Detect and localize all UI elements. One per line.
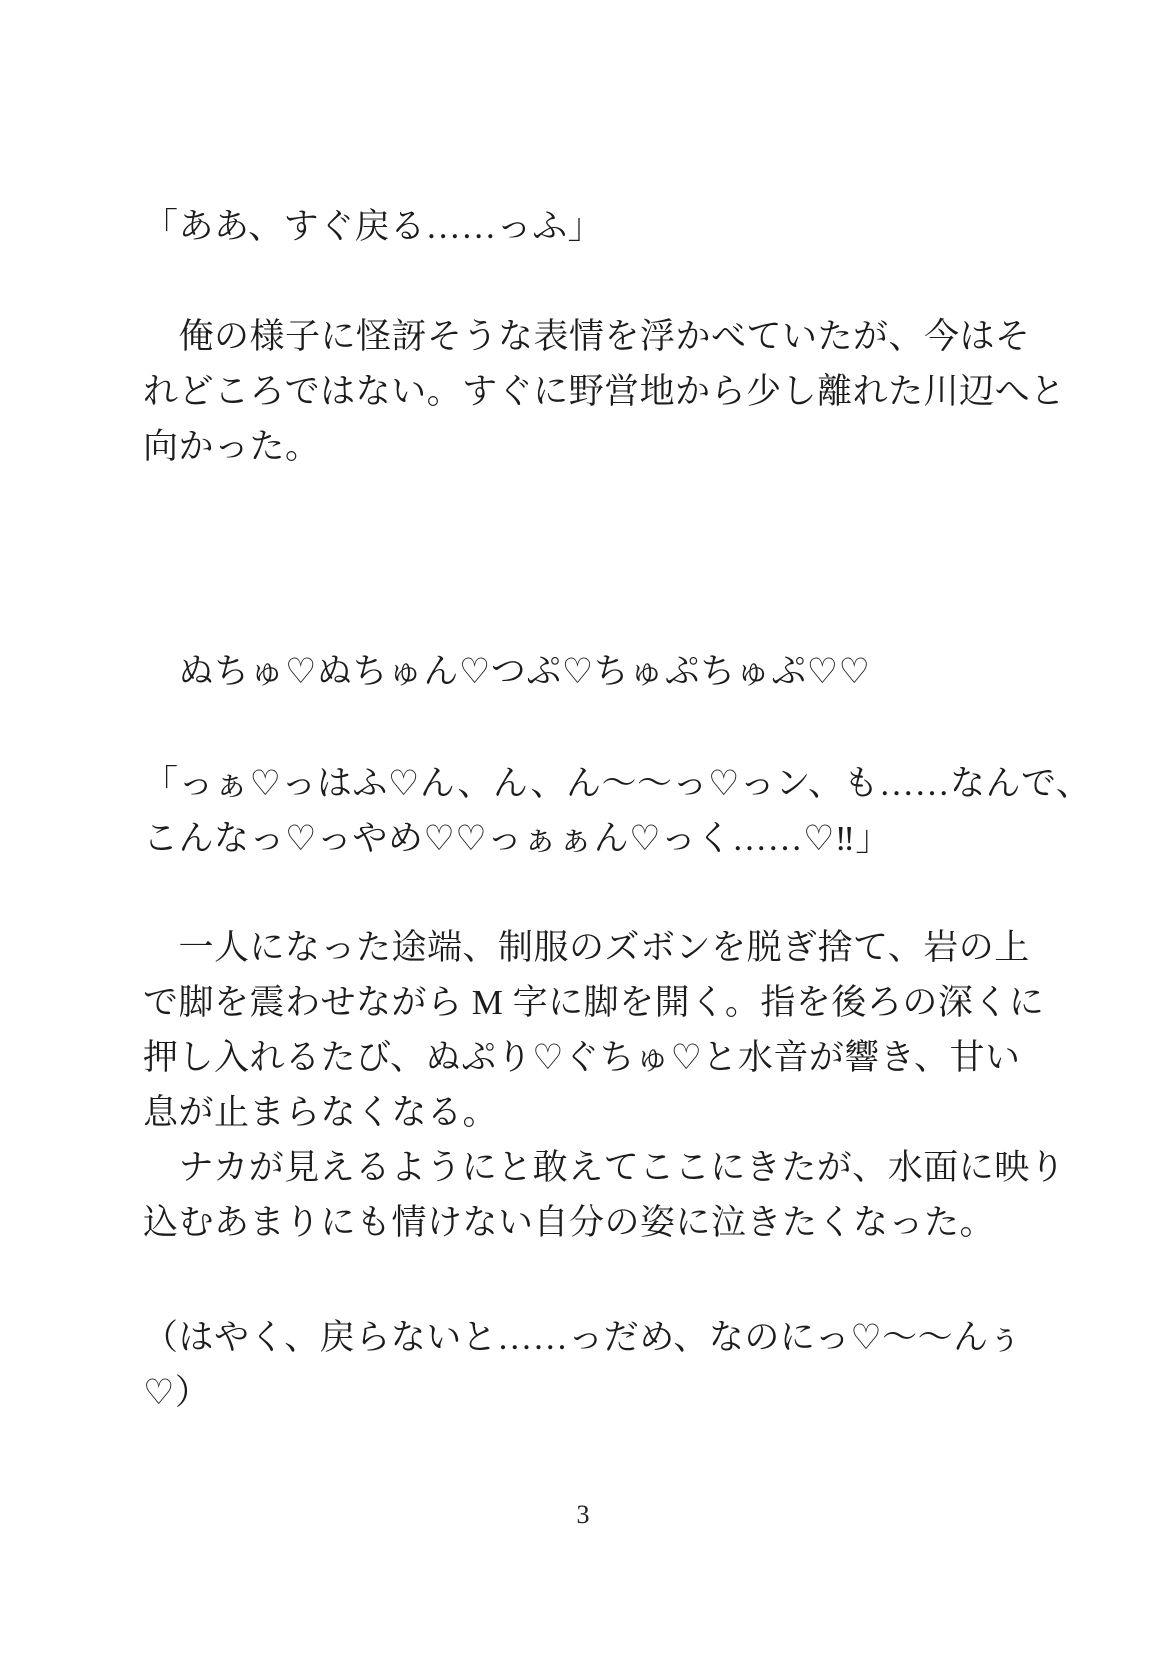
narration-line: ナカが見えるようにと敢えてここにきたが、水面に映り <box>143 1148 1066 1187</box>
dialogue-line: こんなっ♡っやめ♡♡っぁぁん♡っく……♡‼」 <box>143 819 891 858</box>
sound-effect-line: ぬちゅ♡ぬちゅん♡つぷ♡ちゅぷちゅぷ♡♡ <box>143 652 871 691</box>
narration-line: で脚を震わせながら M 字に脚を開く。指を後ろの深くに <box>143 983 1045 1022</box>
narration-line: 俺の様子に怪訝そうな表情を浮かべていたが、今はそ <box>143 317 1031 356</box>
narration-line: れどころではない。すぐに野営地から少し離れた川辺へと <box>143 372 1066 411</box>
narration-line: 込むあまりにも情けない自分の姿に泣きたくなった。 <box>143 1203 996 1242</box>
narration-line: 押し入れるたび、ぬぷり♡ぐちゅ♡と水音が響き、甘い <box>143 1038 1021 1077</box>
dialogue-line: 「ああ、すぐ戻る……っふ」 <box>143 207 604 246</box>
monologue-line: （はやく、戻らないと……っだめ、なのにっ♡〜〜んぅ <box>143 1318 1024 1357</box>
dialogue-line: 「っぁ♡っはふ♡ん、ん、ん〜〜っ♡っン、も……なんで、 <box>143 764 1092 803</box>
monologue-line: ♡） <box>143 1373 211 1412</box>
narration-line: 一人になった途端、制服のズボンを脱ぎ捨て、岩の上 <box>143 928 1030 967</box>
page-number: 3 <box>576 1500 590 1529</box>
narration-line: 息が止まらなくなる。 <box>143 1093 499 1132</box>
narration-line: 向かった。 <box>143 427 321 466</box>
